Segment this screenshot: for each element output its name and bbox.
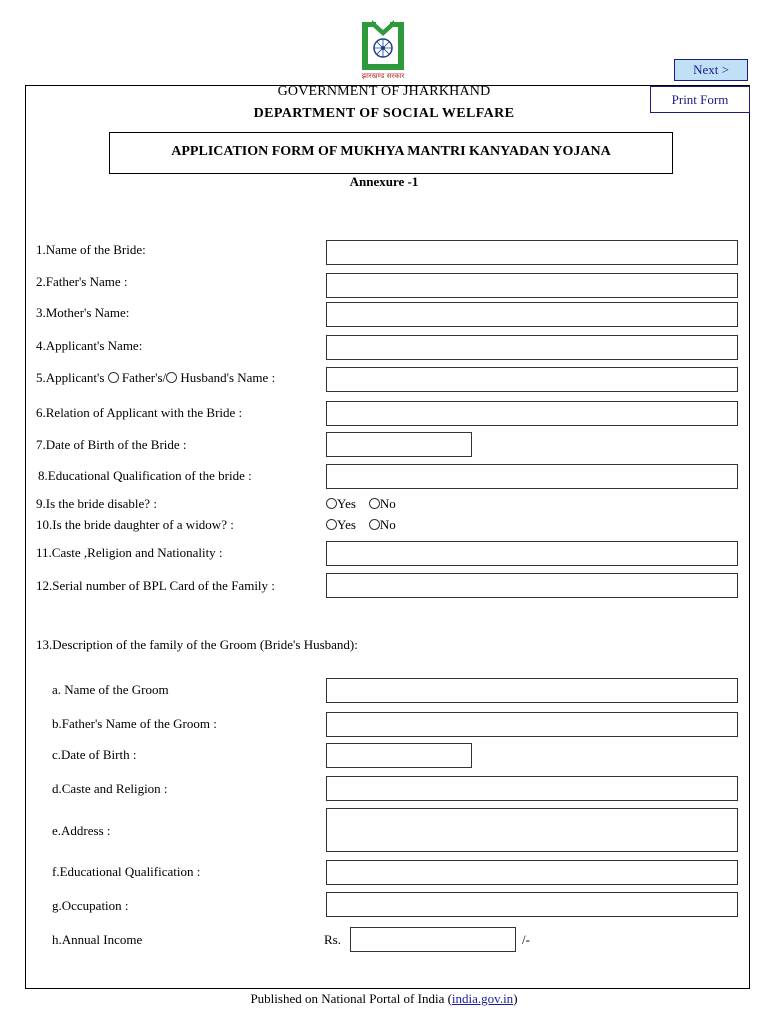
next-button[interactable]: Next >: [674, 59, 748, 81]
widow-no-radio[interactable]: [369, 519, 380, 530]
groom-caste-religion-input[interactable]: [326, 776, 738, 801]
groom-education-label: f.Educational Qualification :: [52, 864, 201, 879]
relation-with-bride-input[interactable]: [326, 401, 738, 426]
applicant-name-label: 4.Applicant's Name:: [36, 338, 143, 353]
groom-caste-religion-label: d.Caste and Religion :: [52, 781, 168, 796]
groom-occupation-label: g.Occupation :: [52, 898, 129, 913]
caste-religion-nationality-label: 11.Caste ,Religion and Nationality :: [36, 545, 223, 560]
applicant-relation-prefix: 5.Applicant's: [36, 370, 105, 385]
mother-name-input[interactable]: [326, 302, 738, 327]
groom-father-name-input[interactable]: [326, 712, 738, 737]
mother-name-label: 3.Mother's Name:: [36, 305, 130, 320]
relation-name-input[interactable]: [326, 367, 738, 392]
government-heading: GOVERNMENT OF JHARKHAND: [277, 84, 491, 99]
india-gov-link[interactable]: india.gov.in: [451, 991, 514, 1006]
bride-dob-input[interactable]: [326, 432, 472, 457]
footer-close: ): [513, 991, 518, 1006]
widow-daughter-label: 10.Is the bride daughter of a widow? :: [36, 517, 234, 532]
disabled-yes-radio[interactable]: [326, 498, 337, 509]
bride-education-label: 8.Educational Qualification of the bride :: [38, 468, 252, 483]
footer-text: Published on National Portal of India (: [250, 991, 452, 1006]
bride-disabled-options: [326, 496, 396, 512]
logo-caption: झारखण्ड सरकार: [361, 72, 405, 80]
rupees-suffix: /-: [522, 932, 530, 947]
bpl-card-label: 12.Serial number of BPL Card of the Family :: [36, 578, 275, 593]
bride-name-label: 1.Name of the Bride:: [36, 242, 146, 257]
department-heading: DEPARTMENT OF SOCIAL WELFARE: [253, 106, 515, 121]
groom-address-input[interactable]: [326, 808, 738, 852]
groom-father-name-label: b.Father's Name of the Groom :: [52, 716, 217, 731]
applicant-name-input[interactable]: [326, 335, 738, 360]
widow-no-label: No: [379, 517, 396, 532]
disabled-yes-label: Yes: [337, 496, 356, 511]
groom-dob-label: c.Date of Birth :: [52, 747, 137, 762]
disabled-no-label: No: [379, 496, 396, 511]
husband-option-label: Husband's Name :: [180, 370, 276, 385]
print-form-button[interactable]: Print Form: [650, 86, 750, 113]
disabled-no-radio[interactable]: [369, 498, 380, 509]
form-frame: [25, 85, 750, 989]
father-option-label: Father's/: [121, 370, 167, 385]
footer-note: [0, 991, 768, 1007]
annual-income-input[interactable]: [350, 927, 516, 952]
applicant-relation-label: [36, 370, 275, 386]
bride-education-input[interactable]: [326, 464, 738, 489]
caste-religion-nationality-input[interactable]: [326, 541, 738, 566]
widow-yes-label: Yes: [337, 517, 356, 532]
annexure-label: Annexure -1: [349, 174, 419, 189]
bride-disabled-label: 9.Is the bride disable? :: [36, 496, 157, 511]
groom-name-label: a. Name of the Groom: [52, 682, 169, 697]
groom-dob-input[interactable]: [326, 743, 472, 768]
groom-name-input[interactable]: [326, 678, 738, 703]
widow-daughter-options: [326, 517, 396, 533]
form-title: APPLICATION FORM OF MUKHYA MANTRI KANYADAN YOJANA: [109, 132, 673, 174]
father-radio[interactable]: [108, 372, 119, 383]
groom-section-heading: 13.Description of the family of the Groom (Bride's Husband):: [36, 637, 358, 652]
father-name-input[interactable]: [326, 273, 738, 298]
husband-radio[interactable]: [166, 372, 177, 383]
father-name-label: 2.Father's Name :: [36, 274, 128, 289]
groom-education-input[interactable]: [326, 860, 738, 885]
widow-yes-radio[interactable]: [326, 519, 337, 530]
groom-occupation-input[interactable]: [326, 892, 738, 917]
groom-address-label: e.Address :: [52, 823, 111, 838]
relation-with-bride-label: 6.Relation of Applicant with the Bride :: [36, 405, 243, 420]
bride-dob-label: 7.Date of Birth of the Bride :: [36, 437, 187, 452]
bpl-card-input[interactable]: [326, 573, 738, 598]
annual-income-label: h.Annual Income: [52, 932, 143, 947]
bride-name-input[interactable]: [326, 240, 738, 265]
rupees-prefix: Rs.: [324, 932, 341, 947]
